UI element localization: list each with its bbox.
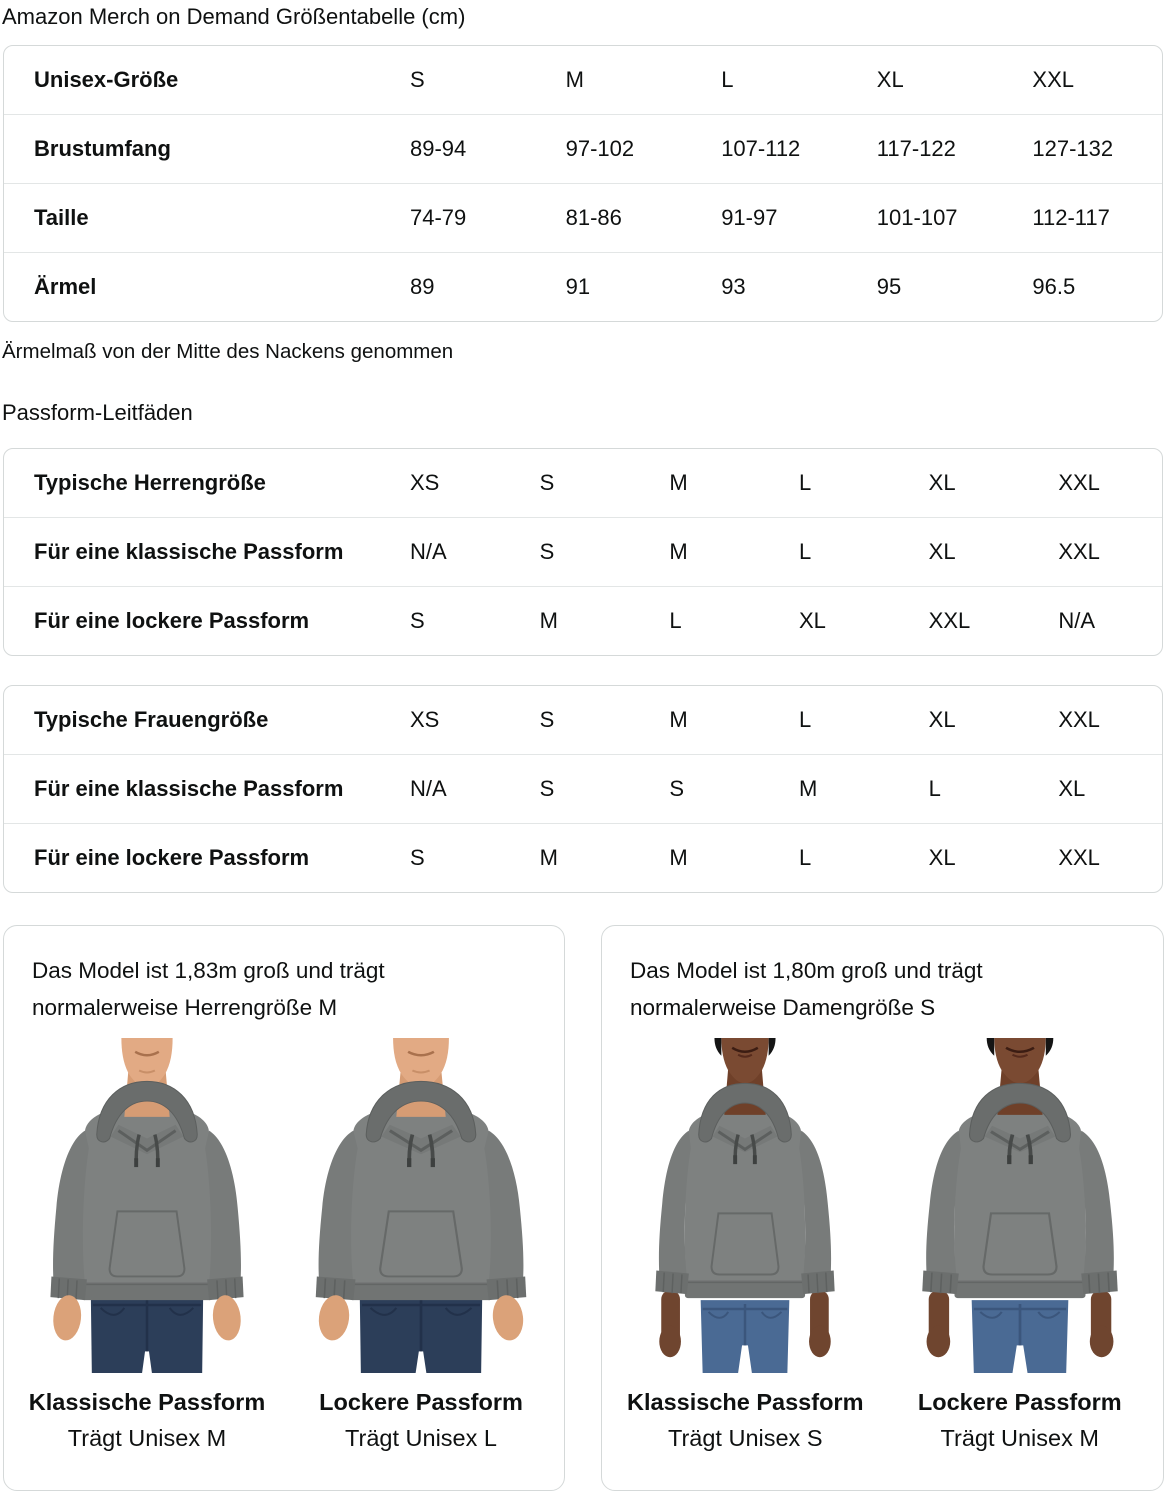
male-figures-row <box>4 1026 564 1452</box>
cell-value: L <box>799 707 812 732</box>
cell-value: XXL <box>1058 707 1100 732</box>
fit-guides-heading: Passform-Leitfäden <box>2 400 193 425</box>
cell-value: XL <box>928 707 956 732</box>
female-model-loose-fit-hoodie-image <box>884 1038 1157 1373</box>
cell-value: XXL <box>928 608 971 633</box>
cell-value: 127-132 <box>1032 136 1114 161</box>
cell-value: 95 <box>876 274 902 299</box>
measurement-table <box>3 45 1163 322</box>
row-label: Für eine klassische Passform <box>34 776 344 801</box>
cell-value: L <box>799 539 812 564</box>
fit-label: Klassische Passform <box>28 1389 266 1415</box>
figure-classic-fit-female <box>608 1038 883 1452</box>
cell-value: S <box>410 845 425 870</box>
cell-value: L <box>799 470 812 495</box>
sleeve-measurement-note: Ärmelmaß von der Mitte des Nackens genommen <box>2 340 454 363</box>
cell-value: 93 <box>721 274 746 299</box>
female-model-card <box>601 925 1164 1491</box>
cell-value: 89 <box>410 274 435 299</box>
table-row <box>4 686 1162 754</box>
cell-value: M <box>669 707 688 732</box>
cell-value: 117-122 <box>876 136 956 161</box>
male-model-classic-fit-hoodie-image <box>22 1038 272 1373</box>
cell-value: XS <box>410 470 440 495</box>
row-label: Ärmel <box>34 274 97 299</box>
cell-value: 74-79 <box>410 205 467 230</box>
cell-value: S <box>539 776 555 801</box>
cell-value: XL <box>799 608 826 633</box>
cell-value: M <box>565 67 584 92</box>
cell-value: S <box>539 707 555 732</box>
size-label: Trägt Unisex M <box>67 1425 227 1451</box>
row-label: Unisex-Größe <box>34 67 179 92</box>
cell-value: L <box>928 776 941 801</box>
table-row <box>4 517 1162 586</box>
cell-value: S <box>539 470 555 495</box>
cell-value: M <box>669 539 688 564</box>
table-row <box>4 449 1162 517</box>
cell-value: M <box>669 845 688 870</box>
cell-value: XXL <box>1032 67 1074 92</box>
male-model-loose-fit-hoodie-image <box>285 1038 558 1373</box>
figure-loose-fit-female <box>883 1038 1158 1452</box>
cell-value: XL <box>928 845 956 870</box>
table-row <box>4 46 1162 114</box>
cell-value: 96.5 <box>1032 274 1076 299</box>
figure-loose-fit-male <box>284 1038 558 1452</box>
cell-value: XL <box>876 67 904 92</box>
cell-value: L <box>799 845 812 870</box>
cell-value: XXL <box>1058 470 1100 495</box>
womens-fit-table <box>3 685 1163 893</box>
cell-value: 91 <box>565 274 591 299</box>
cell-value: L <box>669 608 682 633</box>
cell-value: 81-86 <box>565 205 622 230</box>
row-label: Typische Frauengröße <box>34 707 269 732</box>
size-label: Trägt Unisex S <box>667 1425 823 1451</box>
cell-value: M <box>669 470 688 495</box>
table-row <box>4 586 1162 655</box>
cell-value: N/A <box>410 776 447 801</box>
cell-value: N/A <box>1058 608 1096 633</box>
figure-classic-fit-male <box>10 1038 284 1452</box>
female-model-classic-fit-hoodie-image <box>620 1038 870 1373</box>
cell-value: XL <box>1058 776 1086 801</box>
cell-value: N/A <box>410 539 447 564</box>
row-label: Für eine lockere Passform <box>34 608 310 633</box>
cell-value: S <box>410 608 425 633</box>
cell-value: M <box>539 845 558 870</box>
table-row <box>4 754 1162 823</box>
cell-value: XL <box>928 470 956 495</box>
female-figures-row <box>602 1026 1163 1452</box>
male-model-card <box>3 925 565 1491</box>
mens-fit-table <box>3 448 1163 656</box>
cell-value: S <box>669 776 685 801</box>
table-row <box>4 823 1162 892</box>
row-label: Für eine lockere Passform <box>34 845 310 870</box>
cell-value: L <box>721 67 734 92</box>
fit-label: Lockere Passform <box>917 1389 1122 1415</box>
cell-value: XXL <box>1058 845 1100 870</box>
cell-value: XS <box>410 707 440 732</box>
table-row <box>4 183 1162 252</box>
cell-value: M <box>539 608 558 633</box>
cell-value: XL <box>928 539 956 564</box>
cell-value: 91-97 <box>721 205 778 230</box>
cell-value: 107-112 <box>721 136 801 161</box>
table-row <box>4 114 1162 183</box>
page-title: Amazon Merch on Demand Größentabelle (cm) <box>2 4 466 29</box>
cell-value: S <box>410 67 425 92</box>
row-label: Für eine klassische Passform <box>34 539 344 564</box>
female-model-description: Das Model ist 1,80m groß und trägt normalerweise Damengröße S <box>630 958 983 1020</box>
fit-label: Lockere Passform <box>319 1389 523 1415</box>
row-label: Brustumfang <box>34 136 171 161</box>
row-label: Taille <box>34 205 89 230</box>
size-label: Trägt Unisex M <box>940 1425 1099 1451</box>
cell-value: S <box>539 539 555 564</box>
fit-label: Klassische Passform <box>627 1389 864 1415</box>
male-model-description: Das Model ist 1,83m groß und trägt normalerweise Herrengröße M <box>32 958 385 1020</box>
table-row <box>4 252 1162 321</box>
cell-value: 97-102 <box>565 136 635 161</box>
cell-value: 101-107 <box>876 205 958 230</box>
cell-value: M <box>799 776 818 801</box>
size-label: Trägt Unisex L <box>345 1425 497 1451</box>
row-label: Typische Herrengröße <box>34 470 266 495</box>
cell-value: XXL <box>1058 539 1100 564</box>
cell-value: 112-117 <box>1032 205 1110 230</box>
cell-value: 89-94 <box>410 136 467 161</box>
